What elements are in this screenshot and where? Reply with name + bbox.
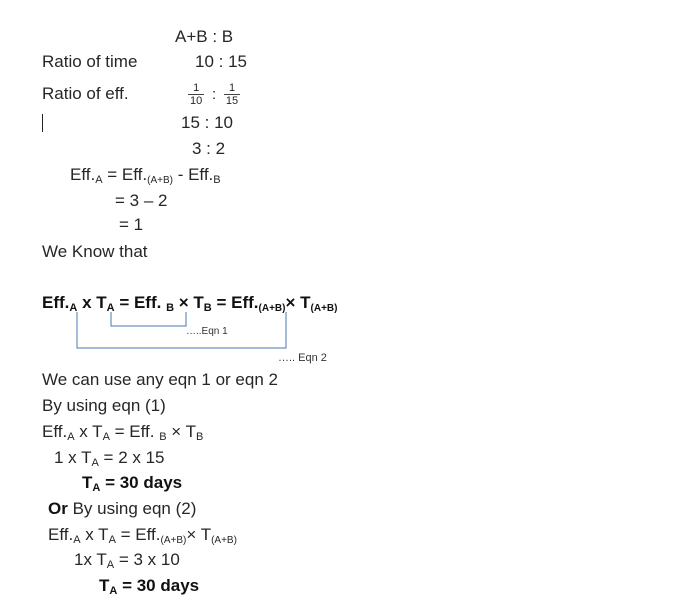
ratio-15-10: 15 : 10	[181, 113, 233, 132]
eqn-1-line: $Eff._A$ x $T_A$ = Eff. $_B \times T_B$	[42, 422, 204, 443]
fraction-one-fifteenth: $\frac{1}{15}$	[225, 82, 239, 108]
or-by-using-eqn-2: Or By using eqn (2)	[48, 499, 197, 518]
eqn-2-line: $Eff._A$ x $T_A = Eff.(A+B)\times T(A+B)$	[48, 525, 237, 546]
ratio-eff-value: $\frac{1}{10}$ : $\frac{1}{15}$	[190, 82, 239, 108]
bracket-eqn-1	[111, 312, 186, 326]
by-using-eqn-1: By using eqn (1)	[42, 396, 166, 415]
ratio-time-label: Ratio of time	[42, 52, 138, 71]
calc-2: 1x $T_A = 3$ x 10	[74, 550, 180, 571]
result-2: $T_A = 30$ days	[99, 576, 200, 597]
main-equation: $Eff._A$ x $T_A$ = Eff. $_B \times T_B = Eff.(A+B)\times T(A+B)$	[42, 293, 338, 314]
ratio-3-2: 3 : 2	[192, 139, 226, 158]
step-equals-1: = 1	[119, 215, 144, 234]
use-any-eqn: We can use any eqn 1 or eqn 2	[42, 370, 278, 389]
eqn-2-label: ….. Eqn 2	[278, 352, 327, 364]
fraction-one-tenth: $\frac{1}{10}$	[190, 82, 203, 108]
calc-1: 1 x $T_A = 2$ x 15	[54, 448, 165, 469]
bracket-eqn-2	[77, 312, 286, 348]
column-header: A+B : B	[175, 27, 234, 46]
we-know-that: We Know that	[42, 242, 148, 261]
eff-a-equation: $Eff._A = Eff.(A+B) - Eff._B$	[70, 165, 221, 186]
eqn-1-label: …..Eqn 1	[186, 326, 228, 337]
ratio-time-value: 10 : 15	[195, 52, 247, 71]
step-3-minus-2: = 3 – 2	[115, 191, 168, 210]
ratio-eff-label: Ratio of eff.	[42, 84, 129, 103]
result-1: $T_A = 30$ days	[82, 473, 183, 494]
